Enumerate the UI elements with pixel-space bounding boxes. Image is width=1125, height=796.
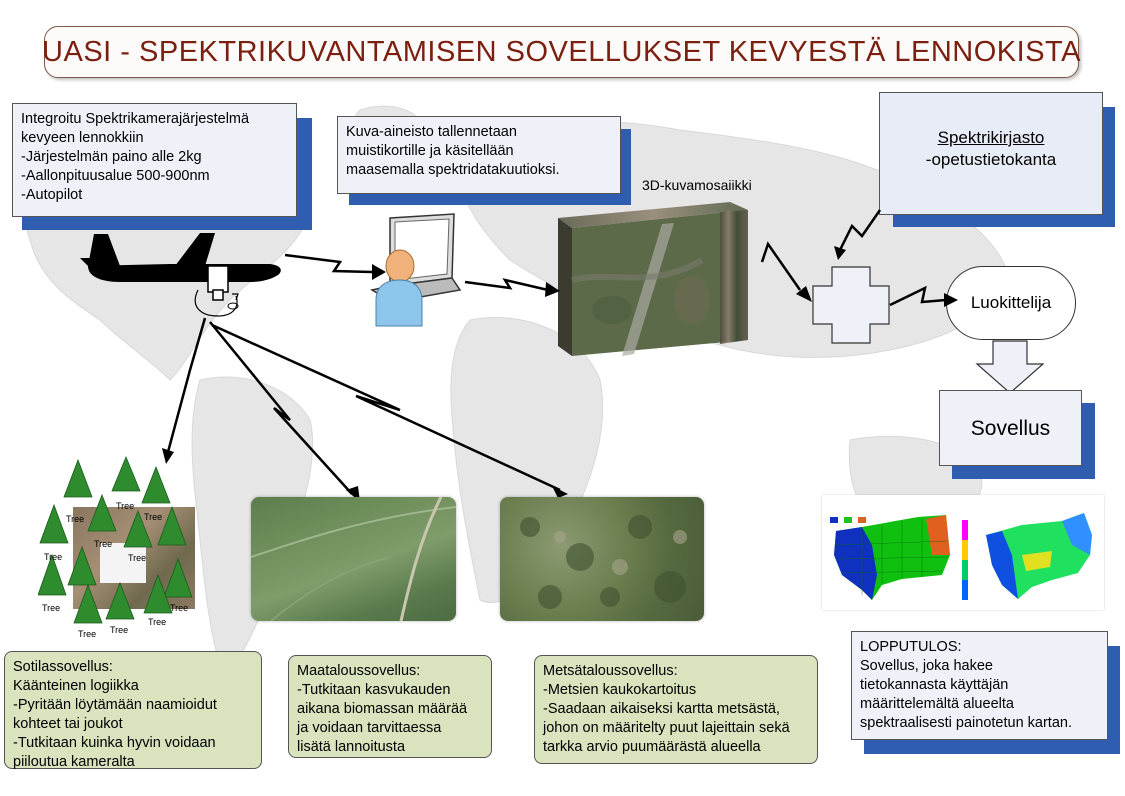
- agriculture-line: aikana biomassan määrää: [297, 701, 468, 717]
- field-lines: [251, 497, 456, 621]
- integrated-line: -Järjestelmän paino alle 2kg: [21, 149, 202, 165]
- military-line: kohteet tai joukot: [13, 716, 123, 732]
- result-box: [851, 631, 1108, 740]
- military-tree-cluster: [38, 455, 198, 640]
- agriculture-line: lisätä lannoitusta: [297, 739, 406, 755]
- library-subheading: -opetustietokanta: [925, 150, 1057, 169]
- page-title: UASI - SPEKTRIKUVANTAMISEN SOVELLUKSET KEVYESTÄ LENNOKISTA: [42, 35, 1081, 68]
- forestry-line: -Metsien kaukokartoitus: [543, 682, 697, 698]
- forestry-line: johon on määritelty puut lajeittain sekä: [543, 720, 790, 736]
- tree-label: Tree: [170, 603, 189, 613]
- tree-label: Tree: [78, 629, 97, 639]
- tree-label: Tree: [148, 617, 167, 627]
- integrated-line: -Aallonpituusalue 500-900nm: [21, 168, 210, 184]
- tree-label: Tree: [42, 603, 61, 613]
- tree-label: Tree: [44, 552, 63, 562]
- tree-label: Tree: [66, 514, 85, 524]
- result-line: spektraalisesti painotetun kartan.: [860, 715, 1072, 731]
- forestry-photo: [500, 497, 704, 621]
- forestry-line: Metsätaloussovellus:: [543, 663, 678, 679]
- military-box: [4, 651, 262, 769]
- agriculture-line: ja voidaan tarvittaessa: [297, 720, 442, 736]
- result-maps: [822, 495, 1104, 610]
- forestry-line: tarkka arvio puumäärästä alueella: [543, 739, 761, 755]
- result-line: Sovellus, joka hakee: [860, 658, 993, 674]
- military-line: Sotilassovellus:: [13, 659, 113, 675]
- military-line: -Pyritään löytämään naamioidut: [13, 697, 217, 713]
- agriculture-box: [288, 655, 492, 758]
- tree-label: Tree: [144, 512, 163, 522]
- military-line: Käänteinen logiikka: [13, 678, 139, 694]
- application-label: Sovellus: [970, 416, 1051, 440]
- tree-label: Tree: [128, 553, 147, 563]
- military-line: -Tutkitaan kuinka hyvin voidaan: [13, 735, 216, 751]
- forestry-line: -Saadaan aikaiseksi kartta metsästä,: [543, 701, 780, 717]
- tree-label: Tree: [94, 539, 113, 549]
- result-maps-panel: [822, 495, 1104, 610]
- mosaic-label: 3D-kuvamosaiikki: [642, 177, 752, 193]
- agriculture-line: Maataloussovellus:: [297, 663, 421, 679]
- tree-label: Tree: [110, 625, 129, 635]
- storage-line: muistikortille ja käsitellään: [346, 143, 514, 159]
- library-heading: Spektrikirjasto: [937, 128, 1045, 147]
- military-line: piiloutua kameralta: [13, 754, 135, 770]
- result-line: LOPPUTULOS:: [860, 639, 962, 655]
- storage-line: maasemalla spektridatakuutioksi.: [346, 162, 560, 178]
- classifier-label: Luokittelija: [970, 293, 1052, 312]
- agriculture-photo: [251, 497, 456, 621]
- result-line: määrittelemältä alueelta: [860, 696, 1014, 712]
- result-line: tietokannasta käyttäjän: [860, 677, 1009, 693]
- tree-label: Tree: [116, 501, 135, 511]
- agriculture-line: -Tutkitaan kasvukauden: [297, 682, 451, 698]
- integrated-line: Integroitu Spektrikamerajärjestelmä: [21, 111, 250, 127]
- forest-texture: [500, 497, 704, 621]
- integrated-line: kevyeen lennokkiin: [21, 130, 144, 146]
- storage-line: Kuva-aineisto tallennetaan: [346, 124, 517, 140]
- forestry-box: [534, 655, 818, 764]
- integrated-line: -Autopilot: [21, 187, 83, 203]
